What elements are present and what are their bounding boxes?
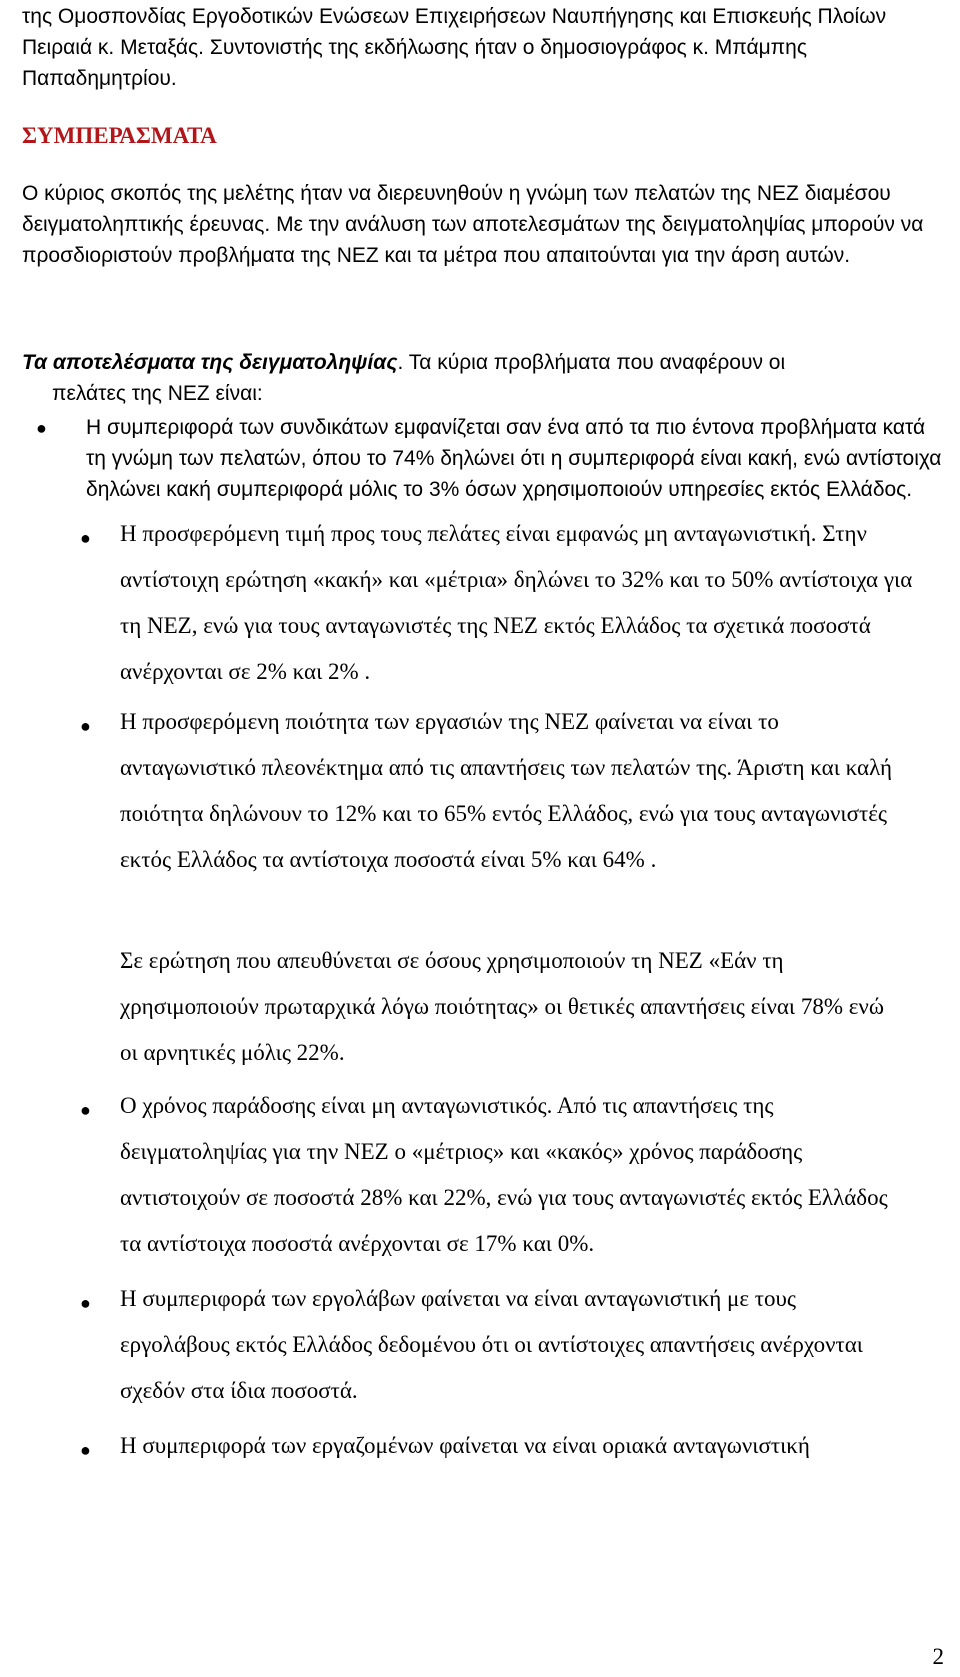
quality-followup-paragraph: Σε ερώτηση που απευθύνεται σε όσους χρησιμοποιούν τη ΝΕΖ «Εάν τη χρησιμοποιούν πρωταρχικά λόγω ποιότητας» οι θετικές απαντήσεις είναι 78% ενώ οι αρνητικές μόλις 22%. — [120, 948, 884, 1065]
list-item-price: Η προσφερόμενη τιμή προς τους πελάτες είναι εμφανώς μη ανταγωνιστική. Στην αντίστοιχη ερώτηση «κακή» και «μέτρια» δηλώνει το 32% και το 50% αντίστοιχα για τη ΝΕΖ, ενώ για τους ανταγωνιστές της ΝΕΖ εκτός Ελλάδος τα σχετικά ποσοστά ανέρχονται σε 2% και 2% . — [120, 521, 913, 684]
intro-continued-paragraph: της Ομοσπονδίας Εργοδοτικών Ενώσεων Επιχειρήσεων Ναυπήγησης και Επισκευής Πλοίων Πειραιά κ. Μεταξάς. Συντονιστής της εκδήλωσης ήταν ο δημοσιογράφος κ. Μπάμπης Παπαδημητρίου. — [22, 5, 887, 90]
list-item-employees: Η συμπεριφορά των εργαζομένων φαίνεται να είναι οριακά ανταγωνιστική — [120, 1433, 810, 1458]
results-lead-continuation: πελάτες της ΝΕΖ είναι: — [52, 382, 263, 405]
list-item-unions: Η συμπεριφορά των συνδικάτων εμφανίζεται σαν ένα από τα πιο έντονα προβλήματα κατά τη γνώμη των πελατών, όπου το 74% δηλώνει ότι η συμπεριφορά είναι κακή, ενώ αντίστοιχα δηλώνει κακή συμπεριφορά μόλις το 3% όσων χρησιμοποιούν υπηρεσίες εκτός Ελλάδος. — [86, 416, 942, 501]
bullet-icon: ● — [80, 528, 91, 548]
bullet-icon: ● — [36, 418, 47, 438]
list-item-delivery-time: Ο χρόνος παράδοσης είναι μη ανταγωνιστικός. Από τις απαντήσεις της δειγματοληψίας για την ΝΕΖ ο «μέτριος» και «κακός» χρόνος παράδοσης αντιστοιχούν σε ποσοστά 28% και 22%, ενώ για τους ανταγωνιστές εκτός Ελλάδος τα αντίστοιχα ποσοστά ανέρχονται σε 17% και 0%. — [120, 1093, 888, 1256]
bullet-icon: ● — [80, 1293, 91, 1313]
page-number: 2 — [932, 1644, 944, 1669]
results-lead-text: . Τα κύρια προβλήματα που αναφέρουν οι — [397, 351, 786, 374]
bullet-icon: ● — [80, 716, 91, 736]
conclusions-heading: ΣΥΜΠΕΡΑΣΜΑΤΑ — [22, 123, 217, 148]
bullet-icon: ● — [80, 1440, 91, 1460]
bullet-icon: ● — [80, 1100, 91, 1120]
results-lead-line — [22, 347, 942, 378]
list-item-contractors: Η συμπεριφορά των εργολάβων φαίνεται να είναι ανταγωνιστική με τους εργολάβους εκτός Ελλάδος δεδομένου ότι οι αντίστοιχες απαντήσεις ανέρχονται σχεδόν στα ίδια ποσοστά. — [120, 1286, 863, 1403]
list-item-quality: Η προσφερόμενη ποιότητα των εργασιών της ΝΕΖ φαίνεται να είναι το ανταγωνιστικό πλεονέκτημα από τις απαντήσεις των πελατών της. Άριστη και καλή ποιότητα δηλώνουν το 12% και το 65% εντός Ελλάδος, ενώ για τους ανταγωνιστές εκτός Ελλάδος τα αντίστοιχα ποσοστά είναι 5% και 64% . — [120, 709, 893, 872]
results-label: Τα αποτελέσματα της δειγματοληψίας — [22, 351, 398, 374]
conclusions-paragraph: Ο κύριος σκοπός της μελέτης ήταν να διερευνηθούν η γνώμη των πελατών της ΝΕΖ διαμέσου δειγματοληπτικής έρευνας. Με την ανάλυση των αποτελεσμάτων της δειγματοληψίας μπορούν να προσδιοριστούν προβλήματα της ΝΕΖ και τα μέτρα που απαιτούνται για την άρση αυτών. — [22, 182, 924, 267]
